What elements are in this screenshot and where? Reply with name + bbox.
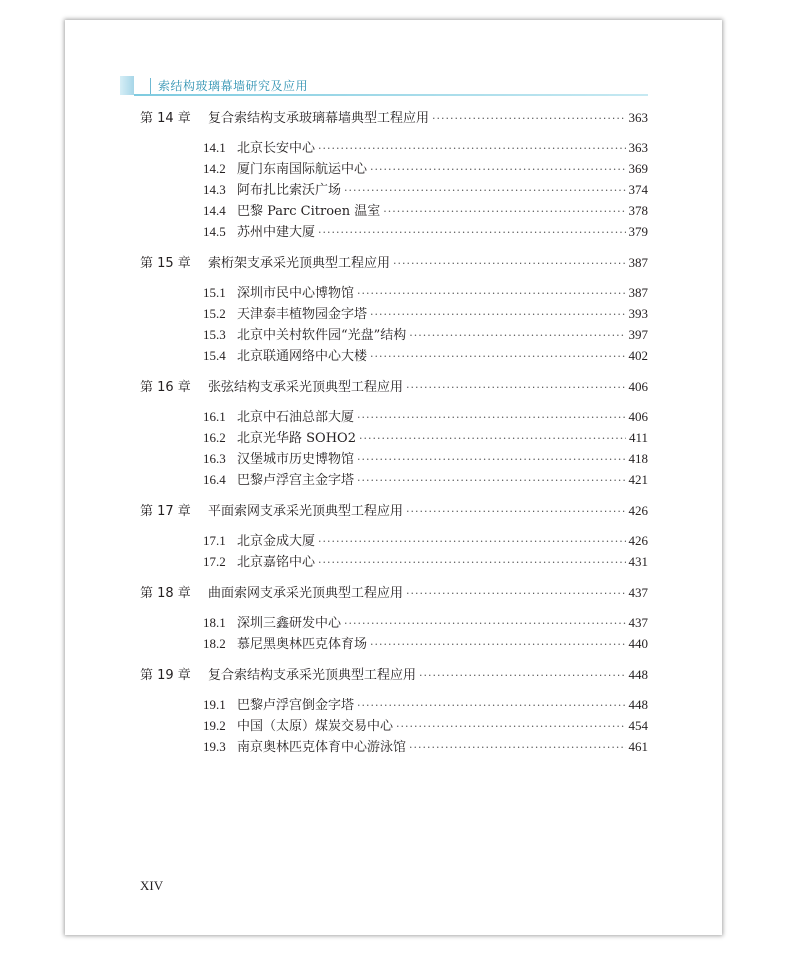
section-page: 454 <box>628 718 648 733</box>
toc-section-entry[interactable] <box>140 530 648 551</box>
section-title: 天津泰丰植物园金字塔 <box>237 307 368 322</box>
toc-section-entry[interactable] <box>140 448 648 469</box>
toc-section-entry[interactable] <box>140 715 648 736</box>
header-divider <box>150 78 151 95</box>
section-title: 巴黎卢浮宫倒金字塔 <box>237 698 355 713</box>
section-title: 北京金成大厦 <box>237 534 316 549</box>
section-number: 14.3 <box>203 182 226 197</box>
toc-section-entry[interactable] <box>140 200 648 221</box>
section-title: 厦门东南国际航运中心 <box>237 162 368 177</box>
toc-chapter-entry[interactable] <box>140 582 648 603</box>
toc-section-entry[interactable] <box>140 736 648 757</box>
dot-leader <box>393 253 625 274</box>
section-number: 18.1 <box>203 615 226 630</box>
toc-section-entry[interactable] <box>140 324 648 345</box>
section-title: 深圳市民中心博物馆 <box>237 286 355 301</box>
dot-leader <box>359 428 626 449</box>
section-number: 18.2 <box>203 636 226 651</box>
chapter-page: 448 <box>628 667 648 682</box>
toc-section-entry[interactable] <box>140 179 648 200</box>
section-number: 14.2 <box>203 161 226 176</box>
dot-leader <box>396 716 625 737</box>
section-number: 17.1 <box>203 533 226 548</box>
section-page: 437 <box>628 615 648 630</box>
toc-chapter-entry[interactable] <box>140 376 648 397</box>
section-number: 14.5 <box>203 224 226 239</box>
section-page: 379 <box>628 224 648 239</box>
section-title: 阿布扎比索沃广场 <box>237 183 342 198</box>
toc-chapter-entry[interactable] <box>140 252 648 273</box>
section-number: 19.3 <box>203 739 226 754</box>
page-number: XIV <box>140 878 164 893</box>
dot-leader <box>318 531 625 552</box>
section-number: 19.2 <box>203 718 226 733</box>
section-title: 汉堡城市历史博物馆 <box>237 452 355 467</box>
dot-leader <box>344 180 625 201</box>
section-number: 15.1 <box>203 285 226 300</box>
toc-chapter-entry[interactable] <box>140 107 648 128</box>
section-page: 369 <box>628 161 648 176</box>
section-page: 397 <box>628 327 648 342</box>
chapter-title: 复合索结构支承采光顶典型工程应用 <box>208 668 417 683</box>
dot-leader <box>318 222 625 243</box>
section-number: 16.2 <box>203 430 226 445</box>
section-page: 431 <box>628 554 648 569</box>
dot-leader <box>318 138 625 159</box>
section-page: 402 <box>628 348 648 363</box>
section-page: 426 <box>628 533 648 548</box>
dot-leader <box>419 665 625 686</box>
chapter-label: 第 17 章 <box>140 504 191 519</box>
toc-section-entry[interactable] <box>140 612 648 633</box>
running-title: 索结构玻璃幕墙研究及应用 <box>158 79 309 93</box>
toc-section-entry[interactable] <box>140 158 648 179</box>
toc-section-entry[interactable] <box>140 406 648 427</box>
section-page: 421 <box>628 472 648 487</box>
toc-section-entry[interactable] <box>140 137 648 158</box>
dot-leader <box>406 377 625 398</box>
section-page: 378 <box>628 203 648 218</box>
toc-section-entry[interactable] <box>140 633 648 654</box>
section-number: 17.2 <box>203 554 226 569</box>
header-accent-block <box>120 76 134 95</box>
section-page: 448 <box>628 697 648 712</box>
section-title: 北京联通网络中心大楼 <box>237 349 368 364</box>
section-page: 461 <box>628 739 648 754</box>
section-page: 411 <box>628 430 648 445</box>
chapter-page: 387 <box>628 255 648 270</box>
dot-leader <box>344 613 625 634</box>
section-number: 15.2 <box>203 306 226 321</box>
dot-leader <box>370 634 625 655</box>
chapter-page: 426 <box>628 503 648 518</box>
section-title: 慕尼黑奥林匹克体育场 <box>237 637 368 652</box>
section-number: 19.1 <box>203 697 226 712</box>
section-page: 418 <box>628 451 648 466</box>
section-number: 15.4 <box>203 348 226 363</box>
dot-leader <box>357 449 625 470</box>
table-of-contents <box>140 107 648 757</box>
dot-leader <box>409 737 625 758</box>
dot-leader <box>357 695 625 716</box>
chapter-label: 第 19 章 <box>140 668 191 683</box>
section-page: 440 <box>628 636 648 651</box>
toc-section-entry[interactable] <box>140 694 648 715</box>
section-number: 16.3 <box>203 451 226 466</box>
section-number: 14.1 <box>203 140 226 155</box>
section-number: 14.4 <box>203 203 226 218</box>
section-title: 南京奥林匹克体育中心游泳馆 <box>237 740 407 755</box>
toc-section-entry[interactable] <box>140 221 648 242</box>
chapter-page: 406 <box>628 379 648 394</box>
dot-leader <box>409 325 625 346</box>
dot-leader <box>357 283 625 304</box>
chapter-page: 437 <box>628 585 648 600</box>
section-title: 北京中石油总部大厦 <box>237 410 355 425</box>
chapter-title: 索桁架支承采光顶典型工程应用 <box>208 256 391 271</box>
dot-leader <box>318 552 625 573</box>
section-title: 巴黎 Parc Citroen 温室 <box>237 204 381 219</box>
dot-leader <box>432 108 625 129</box>
dot-leader <box>357 407 625 428</box>
dot-leader <box>406 583 625 604</box>
chapter-title: 复合索结构支承玻璃幕墙典型工程应用 <box>208 111 430 126</box>
chapter-label: 第 16 章 <box>140 380 191 395</box>
dot-leader <box>370 346 625 367</box>
dot-leader <box>370 159 625 180</box>
section-page: 363 <box>628 140 648 155</box>
section-number: 15.3 <box>203 327 226 342</box>
chapter-label: 第 15 章 <box>140 256 191 271</box>
toc-section-entry[interactable] <box>140 282 648 303</box>
toc-section-entry[interactable] <box>140 303 648 324</box>
section-title: 北京光华路 SOHO2 <box>237 431 356 446</box>
section-page: 374 <box>628 182 648 197</box>
toc-section-entry[interactable] <box>140 551 648 572</box>
dot-leader <box>370 304 625 325</box>
chapter-page: 363 <box>628 110 648 125</box>
section-number: 16.4 <box>203 472 226 487</box>
toc-chapter-entry[interactable] <box>140 664 648 685</box>
section-title: 北京中关村软件园“光盘”结构 <box>237 328 407 343</box>
section-title: 深圳三鑫研发中心 <box>237 616 342 631</box>
chapter-title: 平面索网支承采光顶典型工程应用 <box>208 504 404 519</box>
chapter-title: 曲面索网支承采光顶典型工程应用 <box>208 586 404 601</box>
dot-leader <box>406 501 625 522</box>
dot-leader <box>383 201 625 222</box>
section-title: 北京长安中心 <box>237 141 316 156</box>
chapter-label: 第 18 章 <box>140 586 191 601</box>
section-title: 巴黎卢浮宫主金字塔 <box>237 473 355 488</box>
chapter-title: 张弦结构支承采光顶典型工程应用 <box>208 380 404 395</box>
toc-section-entry[interactable] <box>140 427 648 448</box>
header-rule <box>134 94 648 96</box>
section-number: 16.1 <box>203 409 226 424</box>
toc-section-entry[interactable] <box>140 469 648 490</box>
chapter-label: 第 14 章 <box>140 111 191 126</box>
section-page: 393 <box>628 306 648 321</box>
dot-leader <box>357 470 625 491</box>
section-title: 苏州中建大厦 <box>237 225 316 240</box>
section-title: 中国（太原）煤炭交易中心 <box>237 719 394 734</box>
section-title: 北京嘉铭中心 <box>237 555 316 570</box>
section-page: 406 <box>628 409 648 424</box>
toc-chapter-entry[interactable] <box>140 500 648 521</box>
section-page: 387 <box>628 285 648 300</box>
toc-section-entry[interactable] <box>140 345 648 366</box>
